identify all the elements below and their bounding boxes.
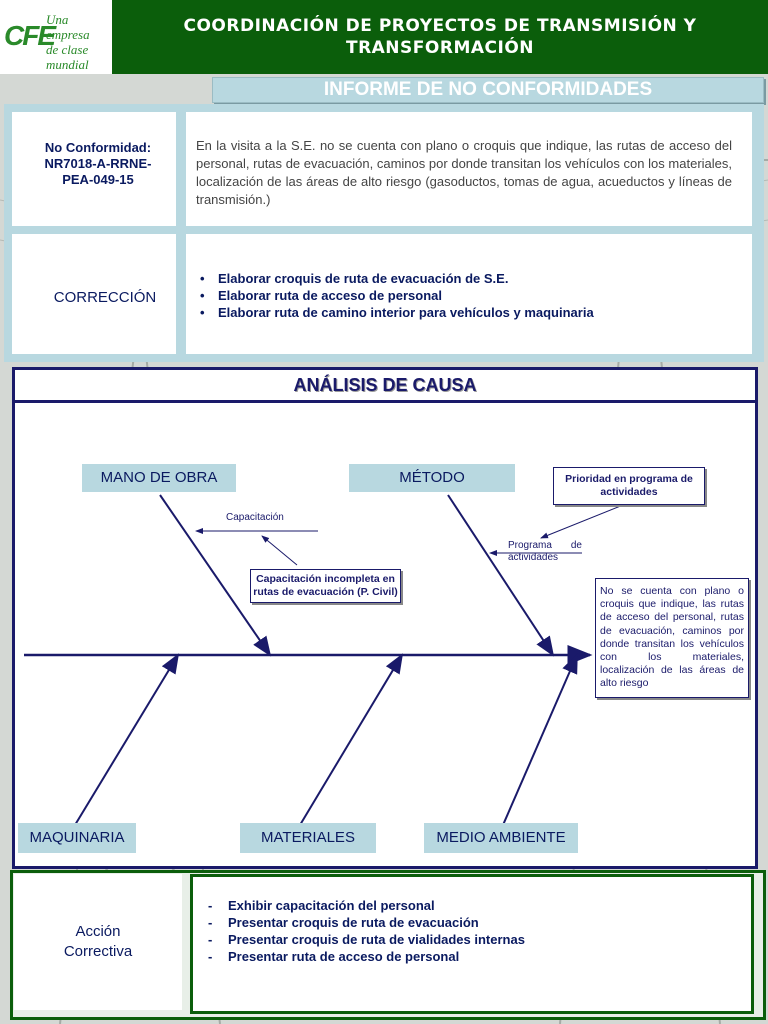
report-title: INFORME DE NO CONFORMIDADES	[212, 77, 764, 103]
slogan-line-2: de clase mundial	[46, 42, 89, 72]
nc-label-line-3: PEA-049-15	[62, 172, 134, 187]
category-medio-ambiente: MEDIO AMBIENTE	[424, 823, 578, 853]
effect-box: No se cuenta con plano o croquis que indique, las rutas de acceso del personal, rutas de evacuación, caminos por donde transitan los vehículos con los materiales, localización de las áreas de alto riesgo	[595, 578, 749, 698]
nc-label-line-2: NR7018-A-RRNE-	[44, 156, 152, 171]
title-line-1: COORDINACIÓN DE PROYECTOS DE TRANSMISIÓN Y	[183, 16, 697, 36]
category-materiales: MATERIALES	[240, 823, 376, 853]
corrective-action-list	[208, 897, 525, 965]
category-metodo: MÉTODO	[349, 464, 515, 492]
correction-item: • Elaborar ruta de acceso de personal	[196, 287, 594, 304]
corrective-action-item: - Exhibir capacitación del personal	[208, 897, 525, 914]
prioridad-cause-box: Prioridad en programa de actividades	[553, 467, 705, 505]
correction-item: • Elaborar croquis de ruta de evacuación de S.E.	[196, 270, 594, 287]
metodo-bone	[448, 495, 553, 655]
corrective-action-item: - Presentar ruta de acceso de personal	[208, 948, 525, 965]
analysis-title: ANÁLISIS DE CAUSA	[15, 370, 755, 403]
maquinaria-bone	[75, 655, 178, 825]
correction-item: • Elaborar ruta de camino interior para vehículos y maquinaria	[196, 304, 594, 321]
nc-label-line-1: No Conformidad:	[44, 140, 152, 155]
action-label-line-1: Acción	[75, 923, 121, 940]
corrective-action-item: - Presentar croquis de ruta de vialidades internas	[208, 931, 525, 948]
corrective-action-item: - Presentar croquis de ruta de evacuación	[208, 914, 525, 931]
action-label-line-2: Correctiva	[63, 943, 133, 960]
category-mano-de-obra: MANO DE OBRA	[82, 464, 236, 492]
prioridad-arrow	[541, 503, 628, 538]
correction-label: CORRECCIÓN	[53, 289, 157, 306]
materiales-bone	[300, 655, 402, 825]
medio-ambiente-bone	[503, 655, 577, 825]
title-line-2: TRANSFORMACIÓN	[345, 38, 534, 58]
capacitacion-label: Capacitación	[226, 512, 284, 523]
corrective-action-label	[14, 874, 182, 1010]
programa-label: Programa de actividades	[508, 540, 582, 563]
category-maquinaria: MAQUINARIA	[18, 823, 136, 853]
nonconformity-description: En la visita a la S.E. no se cuenta con plano o croquis que indique, las rutas de acceso del personal, rutas de evacuación, caminos por donde transitan los vehículos con los materiales, localización de las áreas de alto riesgo (gasoductos, tomas de agua, acueductos y líneas de transmisión.)	[196, 138, 732, 207]
slogan-line-1: Una empresa	[46, 12, 90, 42]
capacitacion-cause-box: Capacitación incompleta en rutas de evacuación (P. Civil)	[250, 569, 401, 603]
capacitacion-box-arrow	[262, 536, 297, 565]
logo-text: CFE	[4, 20, 54, 51]
